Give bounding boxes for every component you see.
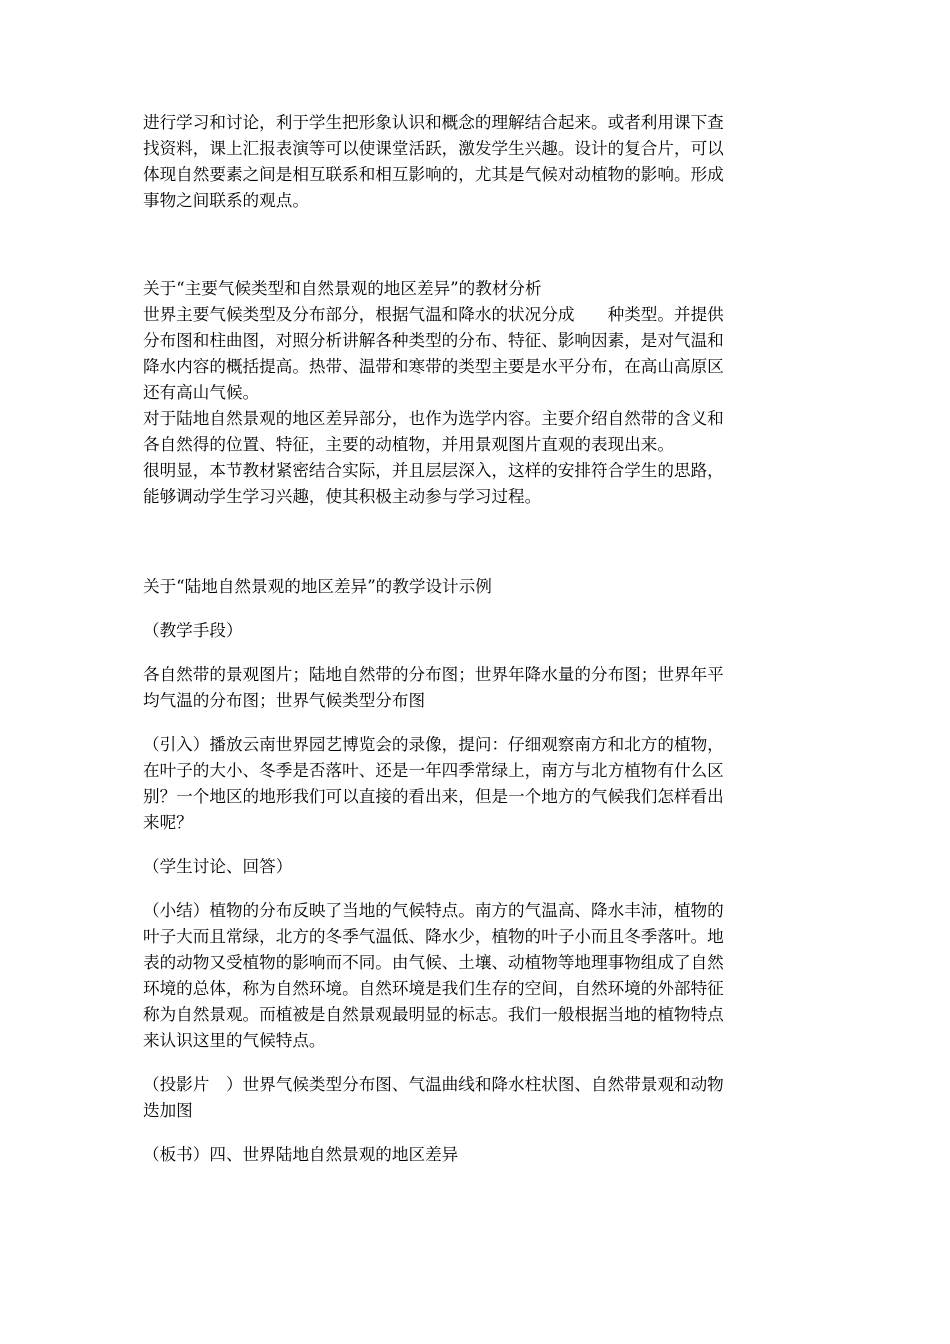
text-line: 进行学习和讨论，利于学生把形象认识和概念的理解结合起来。或者利用课下查 bbox=[143, 113, 724, 132]
spacer bbox=[143, 600, 811, 618]
text-line: （小结）植物的分布反映了当地的气候特点。南方的气温高、降水丰沛，植物的 bbox=[143, 901, 724, 920]
text-line: 体现自然要素之间是相互联系和相互影响的，尤其是气候对动植物的影响。形成 bbox=[143, 165, 724, 184]
text-line: 表的动物又受植物的影响而不同。由气候、土壤、动植物等地理事物组成了自然 bbox=[143, 953, 724, 972]
text-line: （引入）播放云南世界园艺博览会的录像，提问：仔细观察南方和北方的植物， bbox=[143, 735, 724, 754]
paragraph-projection bbox=[143, 1072, 811, 1124]
text-line: 各自然带的景观图片；陆地自然带的分布图；世界年降水量的分布图；世界年平 bbox=[143, 665, 724, 684]
text-line: 在叶子的大小、冬季是否落叶、还是一年四季常绿上，南方与北方植物有什么区 bbox=[143, 761, 724, 780]
paragraph-summary bbox=[143, 898, 811, 1054]
label-student-discussion: （学生讨论、回答） bbox=[143, 857, 293, 876]
paragraph-climate-types bbox=[143, 302, 811, 406]
paragraph-natural-landscape bbox=[143, 406, 811, 458]
text-line: 分布图和柱曲图，对照分析讲解各种类型的分布、特征、影响因素，是对气温和 bbox=[143, 331, 724, 350]
text-line: 世界主要气候类型及分布部分，根据气温和降水的状况分成 种类型。并提供 bbox=[143, 305, 724, 324]
paragraph-intro-continuation bbox=[143, 110, 811, 214]
paragraph-conclusion bbox=[143, 458, 811, 510]
paragraph-teaching-means bbox=[143, 662, 811, 714]
text-line: 能够调动学生学习兴趣，使其积极主动参与学习过程。 bbox=[143, 487, 542, 506]
spacer bbox=[143, 714, 811, 732]
section-heading-teaching-design: 关于“陆地自然景观的地区差异”的教学设计示例 bbox=[143, 577, 492, 596]
spacer bbox=[143, 880, 811, 898]
spacer bbox=[143, 836, 811, 854]
paragraph-blackboard: （板书）四、世界陆地自然景观的地区差异 bbox=[143, 1145, 459, 1164]
section-heading-textbook-analysis: 关于“主要气候类型和自然景观的地区差异”的教材分析 bbox=[143, 279, 542, 298]
text-line: 很明显，本节教材紧密结合实际，并且层层深入，这样的安排符合学生的思路， bbox=[143, 461, 724, 480]
text-line: 叶子大而且常绿，北方的冬季气温低、降水少，植物的叶子小而且冬季落叶。地 bbox=[143, 927, 724, 946]
text-line: 环境的总体，称为自然环境。自然环境是我们生存的空间，自然环境的外部特征 bbox=[143, 979, 724, 998]
text-line: 来认识这里的气候特点。 bbox=[143, 1031, 326, 1050]
spacer bbox=[143, 1054, 811, 1072]
spacer bbox=[143, 214, 811, 276]
text-line: 找资料，课上汇报表演等可以使课堂活跃，激发学生兴趣。设计的复合片，可以 bbox=[143, 139, 724, 158]
text-line: 迭加图 bbox=[143, 1101, 193, 1120]
text-line: 均气温的分布图；世界气候类型分布图 bbox=[143, 691, 426, 710]
document-page bbox=[143, 110, 811, 1168]
text-line: 来呢？ bbox=[143, 813, 193, 832]
spacer bbox=[143, 1124, 811, 1142]
paragraph-lesson-intro bbox=[143, 732, 811, 836]
text-line: 对于陆地自然景观的地区差异部分，也作为选学内容。主要介绍自然带的含义和 bbox=[143, 409, 724, 428]
spacer bbox=[143, 510, 811, 574]
text-line: 降水内容的概括提高。热带、温带和寒带的类型主要是水平分布，在高山高原区 bbox=[143, 357, 724, 376]
text-line: 还有高山气候。 bbox=[143, 383, 260, 402]
label-teaching-means: （教学手段） bbox=[143, 621, 243, 640]
spacer bbox=[143, 644, 811, 662]
text-line: 事物之间联系的观点。 bbox=[143, 191, 309, 210]
text-line: 称为自然景观。而植被是自然景观最明显的标志。我们一般根据当地的植物特点 bbox=[143, 1005, 724, 1024]
text-line: 各自然得的位置、特征，主要的动植物，并用景观图片直观的表现出来。 bbox=[143, 435, 674, 454]
text-line: 别？一个地区的地形我们可以直接的看出来，但是一个地方的气候我们怎样看出 bbox=[143, 787, 724, 806]
text-line: （投影片 ）世界气候类型分布图、气温曲线和降水柱状图、自然带景观和动物 bbox=[143, 1075, 724, 1094]
